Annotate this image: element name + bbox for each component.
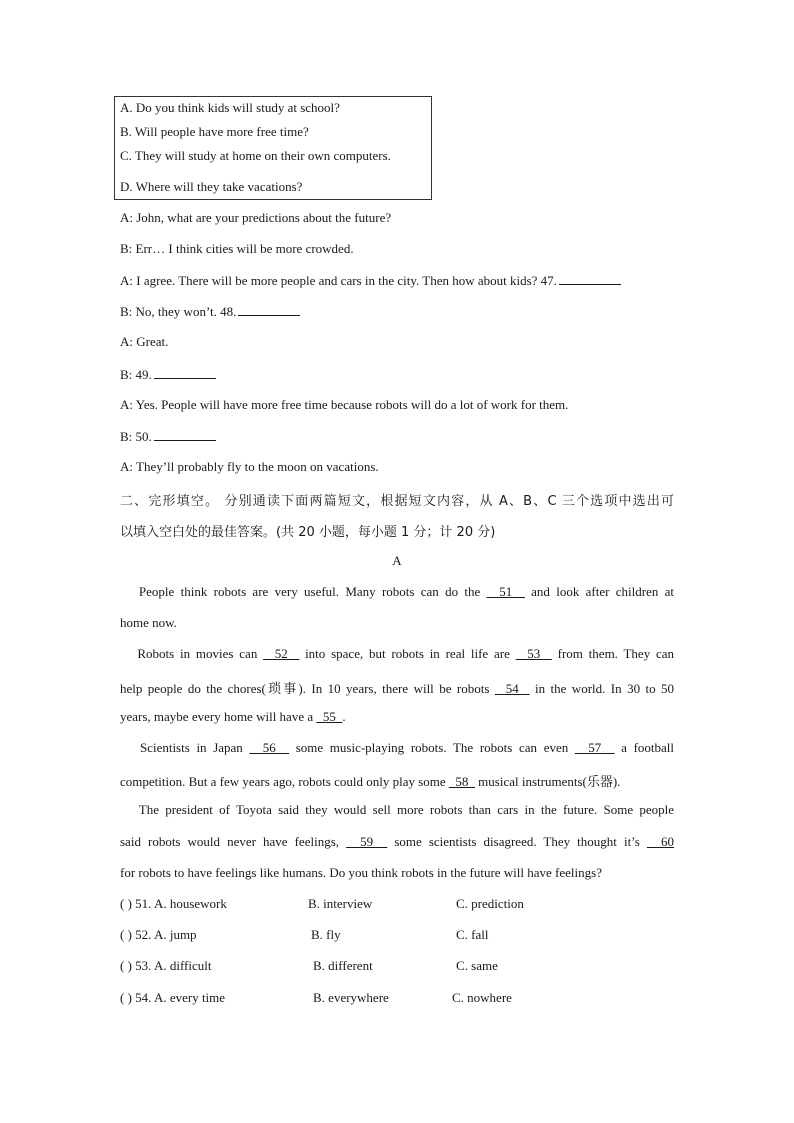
passage-line: said robots would never have feelings, 59 some scientists disagreed. They thought it’s 60 <box>120 834 675 849</box>
blank-55: 55 <box>316 709 343 724</box>
blank-51: 51 <box>486 584 525 599</box>
option-b: B. fly <box>311 927 341 942</box>
option-b: B. interview <box>308 896 373 911</box>
dialogue-line: B: 49. <box>120 366 216 383</box>
option-b: B. everywhere <box>313 990 389 1005</box>
blank-60: 60 <box>646 834 675 849</box>
blank-58: 58 <box>448 774 475 789</box>
section-instruction: 二、完形填空。 分别通读下面两篇短文，根据短文内容，从 A、B、C 三个选项中选出可 <box>120 494 674 509</box>
question-stem: ( ) 52. A. jump <box>120 927 197 942</box>
passage-line: help people do the chores(琐事). In 10 years, there will be robots 54 in the world. In 30 to 50 <box>120 681 675 696</box>
dialogue-line: B: 50. <box>120 428 216 445</box>
option-c: C. fall <box>456 927 489 942</box>
option-b: B. Will people have more free time? <box>120 124 309 139</box>
dialogue-line: B: Err… I think cities will be more crowded. <box>120 241 354 256</box>
option-a: A. Do you think kids will study at school? <box>120 100 340 115</box>
option-c: C. prediction <box>456 896 524 911</box>
option-b: B. different <box>313 958 373 973</box>
options-box <box>114 96 432 200</box>
blank-56: 56 <box>249 740 290 755</box>
dialogue-line: A: Yes. People will have more free time because robots will do a lot of work for them. <box>120 397 569 412</box>
blank-54: 54 <box>494 681 530 696</box>
dialogue-line: A: John, what are your predictions about the future? <box>120 210 392 225</box>
option-c: C. They will study at home on their own computers. <box>120 148 391 163</box>
option-c: C. nowhere <box>452 990 512 1005</box>
question-stem: ( ) 53. A. difficult <box>120 958 212 973</box>
passage-line: years, maybe every home will have a 55 . <box>120 709 346 724</box>
passage-line: home now. <box>120 615 177 630</box>
dialogue-line: A: I agree. There will be more people and cars in the city. Then how about kids? 47. <box>120 272 621 289</box>
question-stem: ( ) 51. A. housework <box>120 896 227 911</box>
blank-57: 57 <box>574 740 615 755</box>
passage-line: competition. But a few years ago, robots could only play some 58 musical instruments(乐器). <box>120 774 621 789</box>
passage-line: People think robots are very useful. Many robots can do the 51 and look after children at <box>138 584 675 599</box>
passage-line: The president of Toyota said they would sell more robots than cars in the future. Some people <box>138 802 675 817</box>
dialogue-line: A: Great. <box>120 334 169 349</box>
blank-59: 59 <box>346 834 388 849</box>
answer-blank-47[interactable] <box>559 272 621 285</box>
dialogue-line: B: No, they won’t. 48. <box>120 303 300 320</box>
option-d: D. Where will they take vacations? <box>120 179 303 194</box>
blank-52: 52 <box>263 646 300 661</box>
answer-blank-49[interactable] <box>154 366 216 379</box>
passage-line: Robots in movies can 52 into space, but robots in real life are 53 from them. They can <box>137 646 675 661</box>
passage-line: for robots to have feelings like humans. Do you think robots in the future will have feelings? <box>120 865 602 880</box>
dialogue-line: A: They’ll probably fly to the moon on vacations. <box>120 459 379 474</box>
option-c: C. same <box>456 958 498 973</box>
blank-53: 53 <box>515 646 552 661</box>
answer-blank-50[interactable] <box>154 428 216 441</box>
section-instruction-cont: 以填入空白处的最佳答案。(共 20 小题，每小题 1 分；计 20 分) <box>120 525 496 540</box>
question-stem: ( ) 54. A. every time <box>120 990 226 1005</box>
answer-blank-48[interactable] <box>238 303 300 316</box>
passage-label: A <box>392 553 402 568</box>
passage-line: Scientists in Japan 56 some music-playing robots. The robots can even 57 a football <box>139 740 675 755</box>
